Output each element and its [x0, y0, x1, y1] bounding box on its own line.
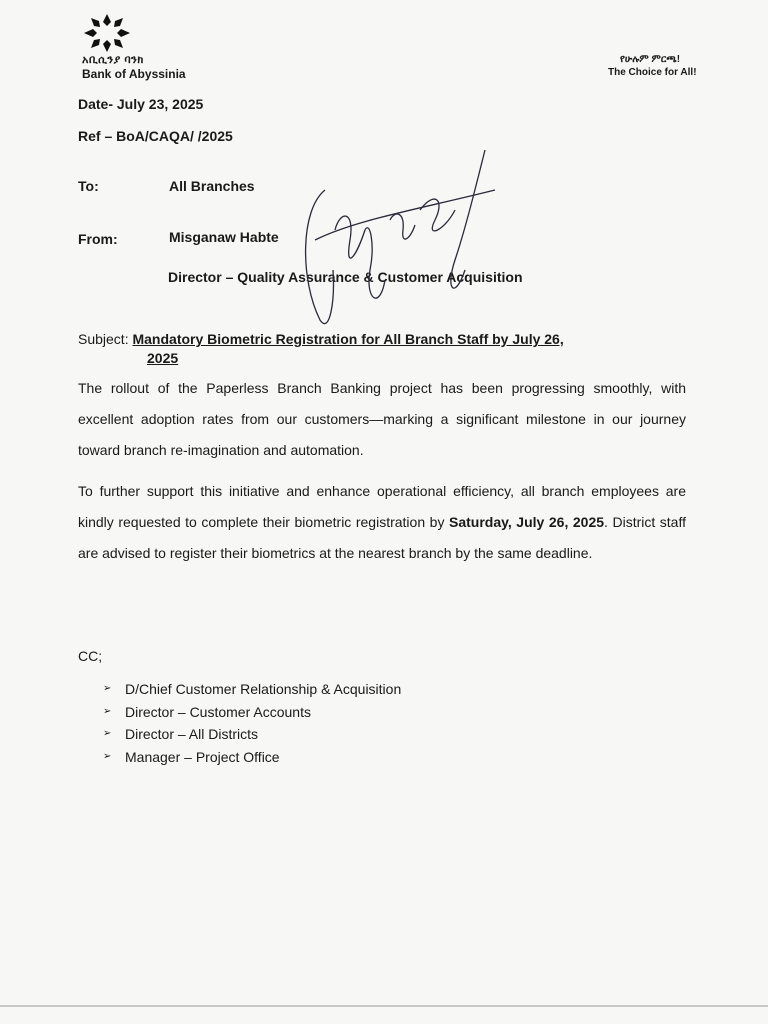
memo-date: Date- July 23, 2025	[78, 96, 204, 112]
arrow-bullet-icon: ➢	[103, 750, 112, 762]
cc-list	[103, 678, 401, 768]
tagline-amharic: የሁሉም ምርጫ!	[620, 54, 681, 65]
list-item: ➢ D/Chief Customer Relationship & Acquisition	[103, 678, 401, 701]
subject-label: Subject:	[78, 331, 129, 347]
arrow-bullet-icon: ➢	[103, 705, 112, 717]
from-label: From:	[78, 231, 118, 247]
para2-text-b: . District staff are advised to register their biometrics at the nearest branch by the same deadline.	[78, 514, 686, 561]
page-bottom-edge	[0, 1005, 768, 1007]
bank-name: Bank of Abyssinia	[82, 67, 186, 81]
cc-label: CC;	[78, 648, 103, 664]
list-item: ➢ Director – All Districts	[103, 723, 401, 746]
para2-deadline: Saturday, July 26, 2025	[449, 514, 605, 530]
body-paragraph-1: The rollout of the Paperless Branch Banking project has been progressing smoothly, with excellent adoption rates from our customers—marking a significant milestone in our journey toward branch re-imagination and automation.	[78, 380, 686, 458]
tagline: The Choice for All!	[608, 67, 697, 78]
from-value: Misganaw Habte	[169, 229, 279, 245]
to-label: To:	[78, 178, 99, 194]
body-paragraph-2	[78, 476, 686, 569]
arrow-bullet-icon: ➢	[103, 728, 112, 739]
memo-reference: Ref – BoA/CAQA/ /2025	[78, 128, 233, 144]
bank-name-amharic: አቢሲንያ ባንክ	[82, 54, 144, 66]
from-title: Director – Quality Assurance & Customer Acquisition	[168, 269, 523, 285]
signature-icon	[295, 150, 505, 350]
para2-text-a: To further support this initiative and enhance operational efficiency, all branch employees are kindly requested to complete their biometric registration by	[78, 483, 686, 530]
memo-subject	[78, 330, 698, 368]
subject-line-1: Mandatory Biometric Registration for All Branch Staff by July 26,	[132, 331, 564, 347]
arrow-bullet-icon: ➢	[103, 683, 112, 694]
list-item: ➢ Manager – Project Office	[103, 746, 401, 769]
bank-logo-icon	[80, 12, 134, 54]
list-item: ➢ Director – Customer Accounts	[103, 701, 401, 724]
to-value: All Branches	[169, 178, 255, 194]
subject-line-2: 2025	[147, 350, 179, 366]
